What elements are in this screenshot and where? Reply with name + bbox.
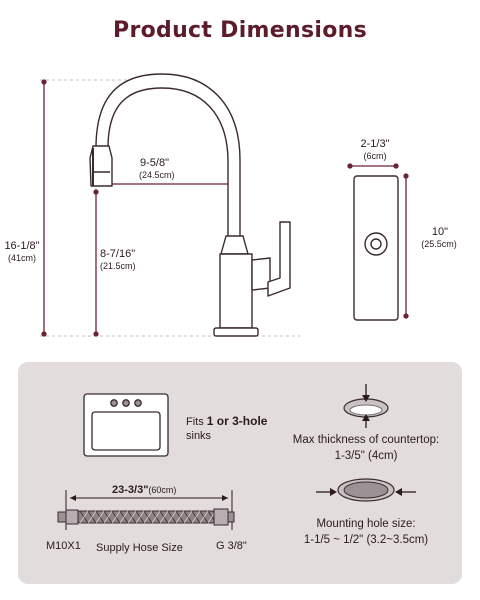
faucet-body: [220, 254, 252, 328]
lever-handle: [268, 222, 290, 296]
deck-width-dimension: [348, 164, 398, 168]
deck-length-dimension: [404, 174, 408, 318]
hose-caption: Supply Hose Size: [96, 542, 183, 554]
spout-height-label: 8-7/16": [100, 248, 136, 260]
thickness-label: Max thickness of countertop:: [292, 434, 440, 446]
thickness-value: 1-3/5" (4cm): [334, 450, 398, 462]
spout: [96, 74, 240, 238]
hose-left-thread: M10X1: [46, 540, 81, 552]
sink-icon: [84, 394, 168, 456]
deck-width-label: 2-1/3": [360, 138, 390, 150]
height-dimension: [42, 80, 46, 336]
spout-height-dimension: [94, 190, 98, 336]
mounting-hole-icon: [316, 479, 416, 501]
faucet-base: [214, 328, 258, 336]
reach-dimension: [96, 182, 236, 186]
spout-height-metric: (21.5cm): [100, 261, 136, 271]
hose-length-label: 23-3/3"(60cm): [112, 484, 177, 496]
mounting-hole-value: 1-1/5 ~ 1/2" (3.2~3.5cm): [303, 534, 429, 546]
hose-right-thread: G 3/8": [216, 540, 247, 552]
mounting-hole-label: Mounting hole size:: [316, 518, 416, 530]
neck-collar: [221, 236, 248, 254]
supply-hose-icon: [58, 490, 234, 530]
reach-metric: (24.5cm): [139, 170, 175, 180]
reach-label: 9-5/8": [140, 157, 169, 169]
height-label: 16-1/8": [4, 240, 40, 252]
deck-width-metric: (6cm): [363, 151, 387, 161]
page-title: Product Dimensions: [113, 18, 367, 43]
countertop-thickness-icon: [344, 384, 388, 428]
sink-fit-suffix: sinks: [186, 430, 212, 442]
height-metric: (41cm): [7, 253, 36, 263]
deck-plate: [354, 176, 398, 320]
features-panel: [18, 362, 462, 584]
deck-length-label: 10": [431, 226, 449, 238]
sink-fit-text: Fits 1 or 3-hole: [186, 414, 268, 428]
deck-length-metric: (25.5cm): [421, 239, 457, 249]
